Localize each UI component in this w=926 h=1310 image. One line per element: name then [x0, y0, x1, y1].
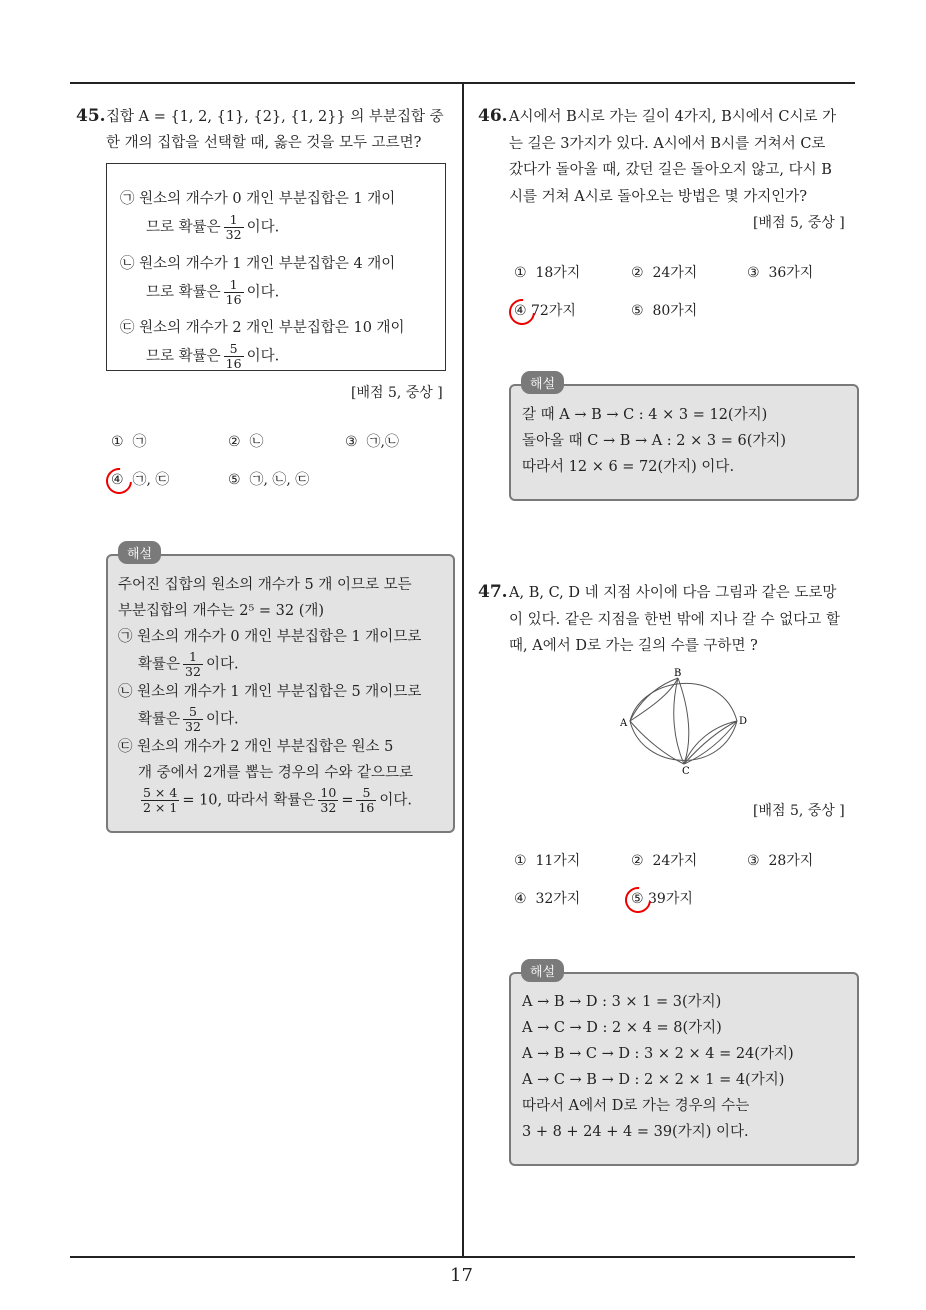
text: =	[341, 792, 354, 809]
text: 이다.	[205, 656, 239, 673]
q47-score: [배점 5, 중상 ]	[753, 803, 845, 819]
q46-choice-2[interactable]	[631, 263, 697, 283]
q47-stem-line: 때, A에서 D로 가는 길의 수를 구하면 ?	[509, 638, 758, 654]
q45-item-2-fraction	[224, 278, 244, 307]
column-divider	[462, 83, 464, 1258]
road-cd-2	[684, 721, 737, 764]
q46-choice-1[interactable]	[514, 263, 580, 283]
choice-number: ⑤	[631, 891, 644, 907]
text: 이다.	[205, 711, 239, 728]
choice-number: ②	[228, 434, 241, 450]
fraction-numerator: 10	[320, 785, 337, 800]
q45-item-3-fraction	[224, 342, 244, 371]
q45-item-3-mark: ㉢	[120, 320, 135, 336]
choice-text: ㉠, ㉢	[132, 472, 170, 488]
q47-stem	[509, 580, 859, 660]
q45-sol-line	[118, 786, 443, 815]
diagram-label-d: D	[739, 716, 748, 727]
choice-number: ①	[514, 265, 527, 281]
choice-number: ③	[747, 265, 760, 281]
choice-text: 24가지	[652, 265, 698, 281]
q45-item-1-post: 이다.	[246, 219, 280, 236]
q45-sol-fraction	[183, 705, 203, 734]
q45-solution-text	[118, 572, 443, 815]
q47-block	[478, 582, 508, 602]
diagram-label-a: A	[620, 718, 628, 729]
choice-number: ①	[111, 434, 124, 450]
choice-text: 80가지	[652, 303, 698, 319]
q45-item-1-line1: 원소의 개수가 0 개인 부분집합은 1 개이	[139, 191, 396, 207]
choice-number: ⑤	[228, 472, 241, 488]
q45-item-2	[120, 250, 440, 307]
choice-text: 72가지	[531, 303, 576, 319]
fraction-numerator: 5	[189, 704, 197, 719]
answer-circle-mark	[101, 463, 138, 500]
q45-item-2-mark: ㉡	[120, 256, 135, 272]
q45-sol-line	[118, 705, 443, 734]
fraction-denominator: 32	[185, 664, 201, 679]
q45-number: 45.	[76, 106, 106, 126]
q46-block	[478, 106, 508, 126]
fraction-denominator: 32	[320, 800, 337, 815]
q45-sol-line: 개 중에서 2개를 뽑는 경우의 수와 같으므로	[138, 765, 413, 781]
page-number: 17	[450, 1265, 473, 1286]
q46-sol-line: 따라서 12 × 6 = 72(가지) 이다.	[522, 459, 735, 475]
choice-text: 24가지	[652, 853, 698, 869]
q47-sol-line: 3 + 8 + 24 + 4 = 39(가지) 이다.	[522, 1124, 749, 1140]
choice-text: 28가지	[768, 853, 814, 869]
q46-stem-line: 갔다가 돌아올 때, 갔던 길은 돌아오지 않고, 다시 B	[509, 162, 832, 178]
q46-stem-line: 는 길은 3가지가 있다. A시에서 B시를 거쳐서 C로	[509, 135, 826, 152]
q45-sol-fraction	[183, 650, 203, 679]
text: 확률은	[138, 656, 181, 673]
choice-number: ③	[747, 853, 760, 869]
q47-stem-line: A, B, C, D 네 지점 사이에 다음 그림과 같은 도로망	[509, 585, 837, 601]
q46-stem-line: A시에서 B시로 가는 길이 4가지, B시에서 C시로 가	[509, 109, 837, 125]
choice-text: 18가지	[535, 265, 581, 281]
choice-number: ④	[111, 472, 124, 488]
q45-choice-3[interactable]	[345, 432, 399, 452]
fraction-denominator: 32	[185, 719, 201, 734]
q45-sol-fraction	[141, 786, 179, 815]
q47-sol-line: A → C → B → D : 2 × 2 × 1 = 4(가지)	[522, 1072, 785, 1088]
choice-text: 36가지	[768, 265, 814, 281]
road-network-diagram	[612, 666, 752, 776]
q45-item-1-pre: 므로 확률은	[146, 219, 221, 236]
choice-text: 32가지	[535, 891, 581, 907]
q46-choice-5[interactable]	[631, 301, 697, 321]
text: 이다.	[379, 792, 412, 809]
fraction-denominator: 16	[358, 800, 375, 815]
q45-stem-line2: 한 개의 집합을 선택할 때, 옳은 것을 모두 고르면?	[106, 135, 422, 151]
q46-score: [배점 5, 중상 ]	[753, 215, 845, 231]
q46-choice-3[interactable]	[747, 263, 813, 283]
q46-solution-tag: 해설	[521, 371, 564, 394]
q46-solution-text	[522, 402, 847, 480]
answer-circle-mark	[620, 882, 657, 919]
fraction-numerator: 1	[229, 212, 238, 227]
q47-choice-2[interactable]	[631, 851, 697, 871]
q45-item-2-pre: 므로 확률은	[146, 284, 221, 301]
q46-stem	[509, 104, 859, 210]
q47-solution-tag: 해설	[521, 959, 564, 982]
q45-solution-tag: 해설	[118, 541, 161, 564]
q46-stem-line: 시를 거쳐 A시로 돌아오는 방법은 몇 가지인가?	[509, 188, 808, 205]
q45-sol-fraction	[356, 786, 376, 815]
fraction-numerator: 5 × 4	[143, 785, 178, 800]
q46-sol-line: 갈 때 A → B → C : 4 × 3 = 12(가지)	[522, 407, 768, 423]
q45-item-2-post: 이다.	[246, 284, 280, 301]
q47-sol-line: A → B → C → D : 3 × 2 × 4 = 24(가지)	[522, 1046, 794, 1062]
choice-text: ㉡	[249, 434, 264, 450]
q45-score: [배점 5, 중상 ]	[351, 385, 443, 401]
choice-number: ⑤	[631, 303, 644, 319]
choice-text: ㉠	[132, 434, 147, 450]
road-outer-top	[630, 683, 737, 721]
q45-sol-line: ㉡ 원소의 개수가 1 개인 부분집합은 5 개이므로	[118, 684, 422, 700]
text: 확률은	[138, 711, 181, 728]
bottom-rule	[70, 1256, 855, 1258]
q45-sol-line: ㉢ 원소의 개수가 2 개인 부분집합은 원소 5	[118, 739, 394, 755]
q47-choice-3[interactable]	[747, 851, 813, 871]
road-ab-2	[630, 678, 678, 721]
q45-item-2-line1: 원소의 개수가 1 개인 부분집합은 4 개이	[139, 256, 396, 272]
diagram-label-b: B	[674, 668, 682, 679]
q47-solution-text	[522, 989, 847, 1145]
q47-number: 47.	[478, 582, 508, 602]
q45-choice-2[interactable]	[228, 432, 263, 452]
q45-sol-line: 주어진 집합의 원소의 개수가 5 개 이므로 모든	[118, 577, 412, 593]
q47-stem-line: 이 있다. 같은 지점을 한번 밖에 지나 갈 수 없다고 할	[509, 611, 840, 628]
road-cd-1	[684, 721, 737, 764]
q45-item-1	[120, 185, 440, 242]
fraction-numerator: 1	[189, 649, 197, 664]
q45-item-3-post: 이다.	[246, 348, 280, 365]
text: = 10, 따라서 확률은	[182, 792, 316, 809]
choice-number: ③	[345, 434, 358, 450]
fraction-numerator: 5	[229, 341, 238, 356]
q45-choice-5[interactable]	[228, 470, 309, 490]
q45-stem-line1: 집합 A = {1, 2, {1}, {2}, {1, 2}} 의 부분집합 중	[106, 109, 444, 125]
choice-number: ④	[514, 303, 527, 319]
fraction-denominator: 16	[225, 356, 242, 371]
choice-number: ②	[631, 265, 644, 281]
q45-sol-fraction	[318, 786, 338, 815]
q47-choice-4[interactable]	[514, 889, 580, 909]
q45-stem	[106, 104, 456, 156]
q45-item-3	[120, 314, 440, 371]
q45-item-3-pre: 므로 확률은	[146, 348, 221, 365]
choice-text: 11가지	[535, 853, 581, 869]
q47-sol-line: A → C → D : 2 × 4 = 8(가지)	[522, 1020, 722, 1036]
choice-number: ①	[514, 853, 527, 869]
q45-block	[76, 106, 106, 126]
q46-number: 46.	[478, 106, 508, 126]
q47-sol-line: 따라서 A에서 D로 가는 경우의 수는	[522, 1098, 750, 1114]
fraction-denominator: 16	[225, 292, 242, 307]
answer-circle-mark	[504, 294, 541, 331]
road-ab-1	[630, 678, 678, 721]
road-cd-3	[684, 721, 737, 764]
q47-sol-line: A → B → D : 3 × 1 = 3(가지)	[522, 994, 722, 1010]
q45-sol-line	[118, 650, 443, 679]
choice-text: 39가지	[648, 891, 693, 907]
q45-item-3-line1: 원소의 개수가 2 개인 부분집합은 10 개이	[139, 320, 405, 336]
fraction-numerator: 5	[362, 785, 371, 800]
q45-choice-1[interactable]	[111, 432, 146, 452]
choice-text: ㉠,㉡	[366, 434, 399, 450]
fraction-denominator: 2 × 1	[143, 800, 178, 815]
q45-item-1-fraction	[224, 213, 244, 242]
fraction-numerator: 1	[229, 277, 238, 292]
choice-number: ②	[631, 853, 644, 869]
q45-sol-line: 부분집합의 개수는 2⁵ = 32 (개)	[118, 603, 325, 619]
fraction-denominator: 32	[225, 227, 242, 242]
q45-sol-line: ㉠ 원소의 개수가 0 개인 부분집합은 1 개이므로	[118, 629, 422, 645]
road-outer-bottom	[630, 721, 737, 760]
q45-item-1-mark: ㉠	[120, 191, 135, 207]
choice-number: ④	[514, 891, 527, 907]
choice-text: ㉠, ㉡, ㉢	[249, 472, 310, 488]
road-ac-1	[630, 721, 684, 764]
q47-choice-1[interactable]	[514, 851, 580, 871]
q46-sol-line: 돌아올 때 C → B → A : 2 × 3 = 6(가지)	[522, 433, 787, 449]
diagram-label-c: C	[682, 766, 690, 776]
